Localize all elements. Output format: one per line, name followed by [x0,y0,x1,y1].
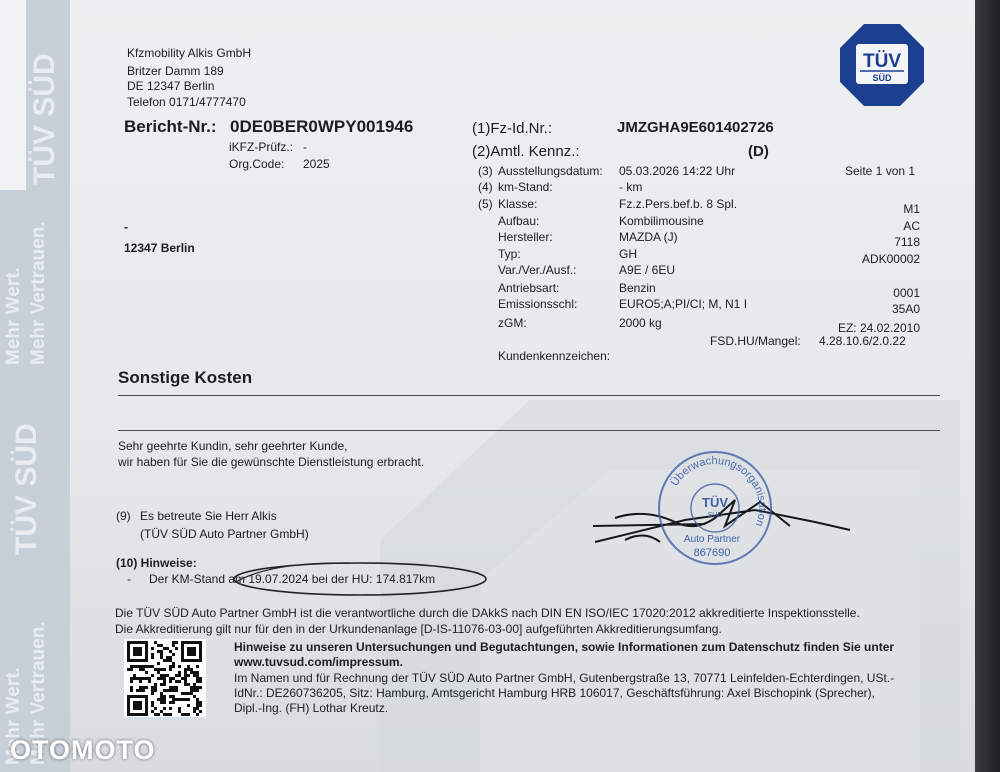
otomoto-watermark: OTOMOTO [10,735,156,765]
stamp-bottom-text: Auto Partner [683,534,741,545]
row-value: GH [619,247,637,261]
page-info: Seite 1 von 1 [845,164,916,178]
qr-code [124,639,206,717]
inspection-stamp [656,449,774,567]
strip-brand-text: TÜV SÜD [10,423,43,555]
strip-slogan-text: Mehr Wert. [3,267,24,365]
section-divider [118,395,940,396]
hinweise-title: (10) Hinweise: [116,556,197,570]
stamp-logo-top: TÜV [702,495,728,510]
section-divider [118,430,940,431]
fzid-value: JMZGHA9E601402726 [617,119,774,136]
item9-number: (9) [116,509,131,523]
footer-line: Im Namen und für Rechnung der TÜV SÜD Auto Partner GmbH, Gutenbergstraße 13, 70771 Leinfelden-Echterdingen, USt.- [234,671,895,685]
row-label: Antriebsart: [498,281,560,295]
org-code-value: 2025 [303,157,330,171]
row-code: EZ: 24.02.2010 [837,321,920,335]
sender-phone: Telefon 0171/4777470 [127,95,246,109]
row-label: km-Stand: [498,180,553,194]
strip-slogan-text: Mehr Vertrauen. [28,621,49,765]
recipient-dash: - [124,220,128,234]
item9-text: Es betreute Sie Herr Alkis [140,509,277,523]
hinweise-dash: - [127,572,131,586]
row-label: Emissionsschl: [498,297,578,311]
row-label: Aufbau: [498,214,540,228]
fzid-label: (1)Fz-Id.Nr.: [472,120,553,137]
logo-top-text: TÜV [863,51,901,72]
sender-name: Kfzmobility Alkis GmbH [127,46,252,60]
row-value: 2000 kg [619,316,662,330]
row-number: (3) [478,164,493,178]
row-label: Var./Ver./Ausf.: [498,263,577,277]
row-label: Klasse: [498,197,538,211]
greeting-line: Sehr geehrte Kundin, sehr geehrter Kunde, [118,439,348,453]
ikfz-label: iKFZ-Prüfz.: [229,140,294,154]
report-number-label: Bericht-Nr.: [124,117,217,136]
sender-city: DE 12347 Berlin [127,79,215,93]
row-label: zGM: [498,316,527,330]
fsd-value: 4.28.10.6/2.0.22 [819,334,906,348]
row-label: Hersteller: [498,230,553,244]
kennz-label: (2)Amtl. Kennz.: [472,143,580,160]
row-label: Typ: [498,247,521,261]
tuv-sud-logo [838,22,926,108]
report-number-value: 0DE0BER0WPY001946 [230,117,414,136]
logo-bottom-text: SÜD [872,73,892,83]
row-value: A9E / 6EU [619,263,676,277]
row-value: MAZDA (J) [619,230,678,244]
stamp-ring-text: Überwachungsorganisation [668,454,769,529]
strip-slogan-text: Mehr Vertrauen. [28,221,49,365]
row-number: (5) [478,197,493,211]
footer-line: IdNr.: DE260736205, Sitz: Hamburg, Amtsgericht Hamburg HRB 106017, Geschäftsführung: Axel Bischopink (Sprecher), [234,686,875,700]
greeting-line: wir haben für Sie die gewünschte Dienstleistung erbracht. [118,455,425,469]
row-value: Kombilimousine [619,214,704,228]
accreditation-line: Die Akkreditierung gilt nur für den in der Urkundenanlage [D-IS-11076-03-00] aufgeführten Akkreditierungsumfang. [115,622,722,636]
hinweise-text: Der KM-Stand am 19.07.2024 bei der HU: 174.817km [149,572,436,586]
row-code: 7118 [894,235,920,249]
handwritten-circle [230,558,490,600]
stamp-number: 867690 [693,547,731,559]
row-code: M1 [903,202,920,216]
row-value: - km [619,180,643,194]
paper-tab [0,0,26,190]
fsd-label: FSD.HU/Mangel: [710,334,801,348]
row-code: 35A0 [891,302,920,316]
row-value: 05.03.2026 14:22 Uhr [619,164,736,178]
row-code: 0001 [893,286,920,300]
footer-line: Dipl.-Ing. (FH) Lothar Kreutz. [234,701,389,715]
row-code: AC [903,219,920,233]
accreditation-line: Die TÜV SÜD Auto Partner GmbH ist die verantwortliche durch die DAkkS nach DIN EN ISO/IEC 17020:2012 akkreditierte Inspektionsstelle. [115,606,860,620]
row-number: (4) [478,180,493,194]
item9-text: (TÜV SÜD Auto Partner GmbH) [140,527,309,541]
strip-slogan-text: Mehr Wert. [3,667,24,765]
footer-bold-line: Hinweise zu unseren Untersuchungen und Begutachtungen, sowie Informationen zum Datenschutz finden Sie unter [234,640,895,654]
section-title: Sonstige Kosten [118,368,253,387]
org-code-label: Org.Code: [229,157,285,171]
row-value: Fz.z.Pers.bef.b. 8 Spl. [619,197,738,211]
strip-brand-text: TÜV SÜD [28,53,61,185]
row-value: Benzin [619,281,656,295]
stamp-logo-bottom: SÜD [707,512,723,519]
sender-street: Britzer Damm 189 [127,64,224,78]
row-label: Ausstellungsdatum: [498,164,603,178]
recipient-city: 12347 Berlin [124,241,195,255]
ikfz-value: - [303,140,307,154]
footer-bold-line: www.tuvsud.com/impressum. [234,655,403,669]
kunden-label: Kundenkennzeichen: [498,349,611,363]
row-value: EURO5;A;PI/CI; M, N1 I [619,297,748,311]
kennz-value: (D) [748,143,769,160]
row-code: ADK00002 [861,252,920,266]
